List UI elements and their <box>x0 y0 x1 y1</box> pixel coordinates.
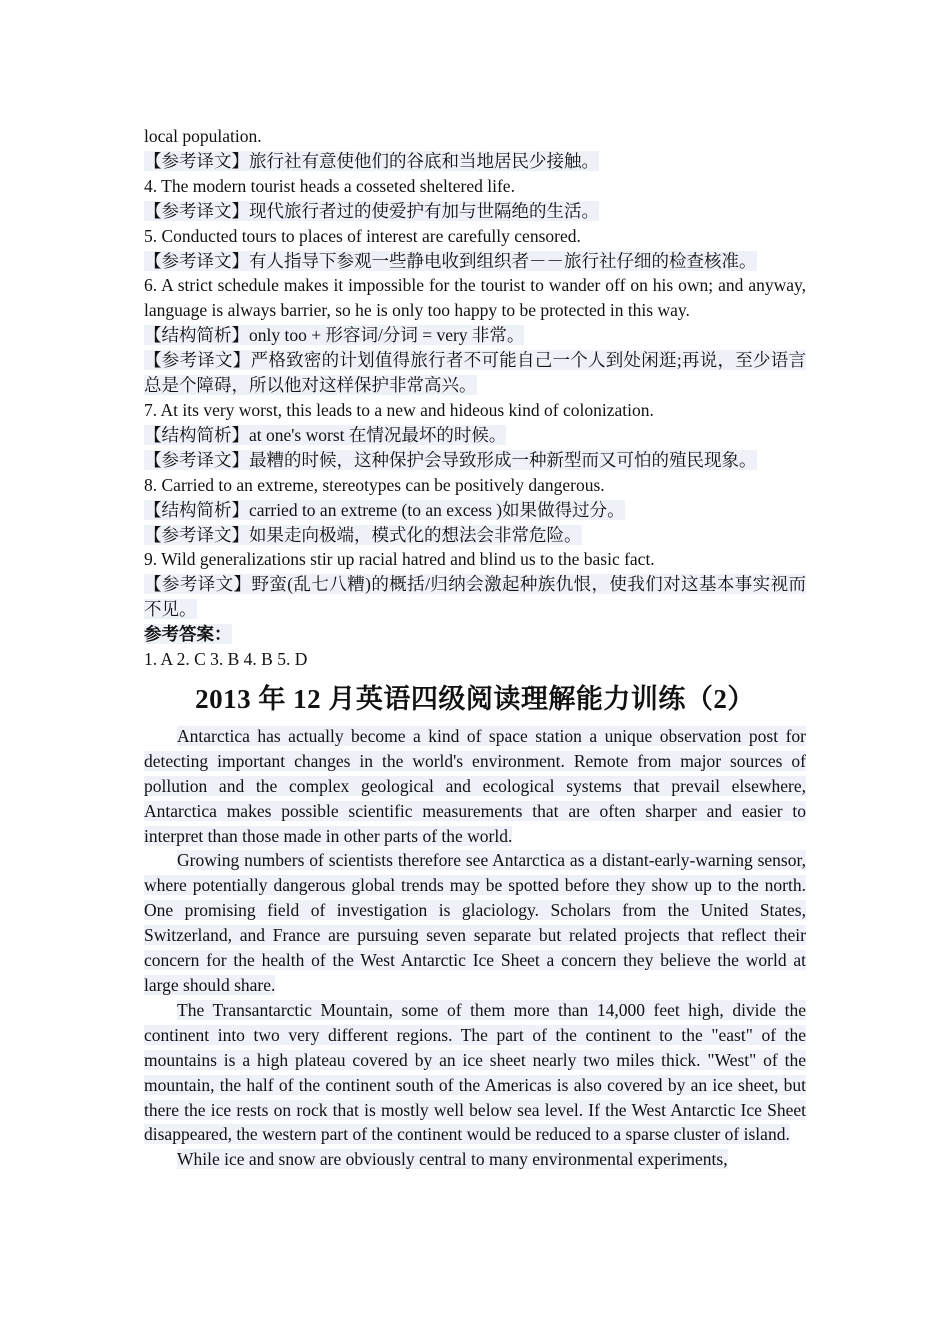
translation-line <box>144 572 806 622</box>
translation-line <box>144 348 806 398</box>
answer-heading <box>144 622 806 647</box>
article-paragraph <box>144 848 806 997</box>
sentence-line <box>144 473 806 498</box>
translation-line <box>144 199 806 224</box>
translation-line <box>144 249 806 274</box>
line-text: 【参考译文】严格致密的计划值得旅行者不可能自己一个人到处闲逛;再说，至少语言总是个障碍，所以他对这样保护非常高兴。 <box>144 350 806 396</box>
sentence-line <box>144 174 806 199</box>
sentence-line <box>144 547 806 572</box>
line-text: 4. The modern tourist heads a cosseted sheltered life. <box>144 175 515 196</box>
structure-line <box>144 323 806 348</box>
line-text: 9. Wild generalizations stir up racial hatred and blind us to the basic fact. <box>144 549 655 570</box>
line-text: 【参考译文】有人指导下参观一些静电收到组织者－－旅行社仔细的检查核准。 <box>144 250 757 271</box>
line-text: 8. Carried to an extreme, stereotypes can be positively dangerous. <box>144 474 605 495</box>
line-text: 【结构简析】carried to an extreme (to an excess )如果做得过分。 <box>144 499 625 520</box>
answer-key <box>144 647 806 672</box>
line-text: 6. A strict schedule makes it impossible for the tourist to wander off on his own; and anyway, language is always barrier, so he is only too happy to be protected in this way. <box>144 275 806 321</box>
sentence-line <box>144 398 806 423</box>
line-text: 1. A 2. C 3. B 4. B 5. D <box>144 649 308 670</box>
article-paragraph <box>144 998 806 1147</box>
line-text: 【参考译文】现代旅行者过的使爱护有加与世隔绝的生活。 <box>144 200 599 221</box>
document-page <box>144 124 806 1172</box>
paragraph-text: Antarctica has actually become a kind of space station a unique observation post for detecting important changes in the world's environment. Remote from major sources of pollution and the complex geological and ecological systems that prevail elsewhere, Antarctica makes possible scientific measurements that are often sharper and easier to interpret than those made in other parts of the world. <box>144 725 806 846</box>
line-text: 【参考译文】旅行社有意使他们的谷底和当地居民少接触。 <box>144 150 599 171</box>
sentence-line <box>144 224 806 249</box>
structure-line <box>144 423 806 448</box>
line-text: 【结构简析】only too + 形容词/分词 = very 非常。 <box>144 325 525 346</box>
sentence-line <box>144 273 806 323</box>
structure-line <box>144 498 806 523</box>
section-title: 2013 年 12 月英语四级阅读理解能力训练（2） <box>195 683 755 714</box>
article-paragraph <box>144 1147 806 1172</box>
line-text: 【参考译文】最糟的时候，这种保护会导致形成一种新型而又可怕的殖民现象。 <box>144 449 757 470</box>
line-text: 5. Conducted tours to places of interest are carefully censored. <box>144 225 581 246</box>
article-paragraph <box>144 724 806 849</box>
line-text: 7. At its very worst, this leads to a new and hideous kind of colonization. <box>144 399 654 420</box>
text-line <box>144 124 806 149</box>
translation-line <box>144 523 806 548</box>
line-text: 【参考译文】如果走向极端，模式化的想法会非常危险。 <box>144 524 582 545</box>
paragraph-text: While ice and snow are obviously central to many environmental experiments, <box>177 1149 728 1170</box>
line-text: 【结构简析】at one's worst 在情况最坏的时候。 <box>144 424 507 445</box>
line-text: local population. <box>144 126 262 146</box>
translation-line <box>144 448 806 473</box>
paragraph-text: Growing numbers of scientists therefore see Antarctica as a distant-early-warning sensor, where potentially dangerous global trends may be spotted before they show up to the north. One promising field of investigation is glaciology. Scholars from the United States, Switzerland, and France are pursuing seven separate but related projects that reflect their concern for the health of the West Antarctic Ice Sheet a concern they believe the world at large should share. <box>144 850 806 995</box>
translation-line <box>144 149 806 174</box>
paragraph-text: The Transantarctic Mountain, some of them more than 14,000 feet high, divide the continent into two very different regions. The part of the continent to the "east" of the mountains is a high plateau covered by an ice sheet nearly two miles thick. "West" of the mountain, the half of the continent south of the Americas is also covered by an ice sheet, but there the ice rests on rock that is mostly well below sea level. If the West Antarctic Ice Sheet disappeared, the western part of the continent would be reduced to a sparse cluster of island. <box>144 999 806 1145</box>
line-text: 参考答案： <box>144 624 232 645</box>
line-text: 【参考译文】野蛮(乱七八糟)的概括/归纳会激起种族仇恨，使我们对这基本事实视而不见。 <box>144 574 806 620</box>
